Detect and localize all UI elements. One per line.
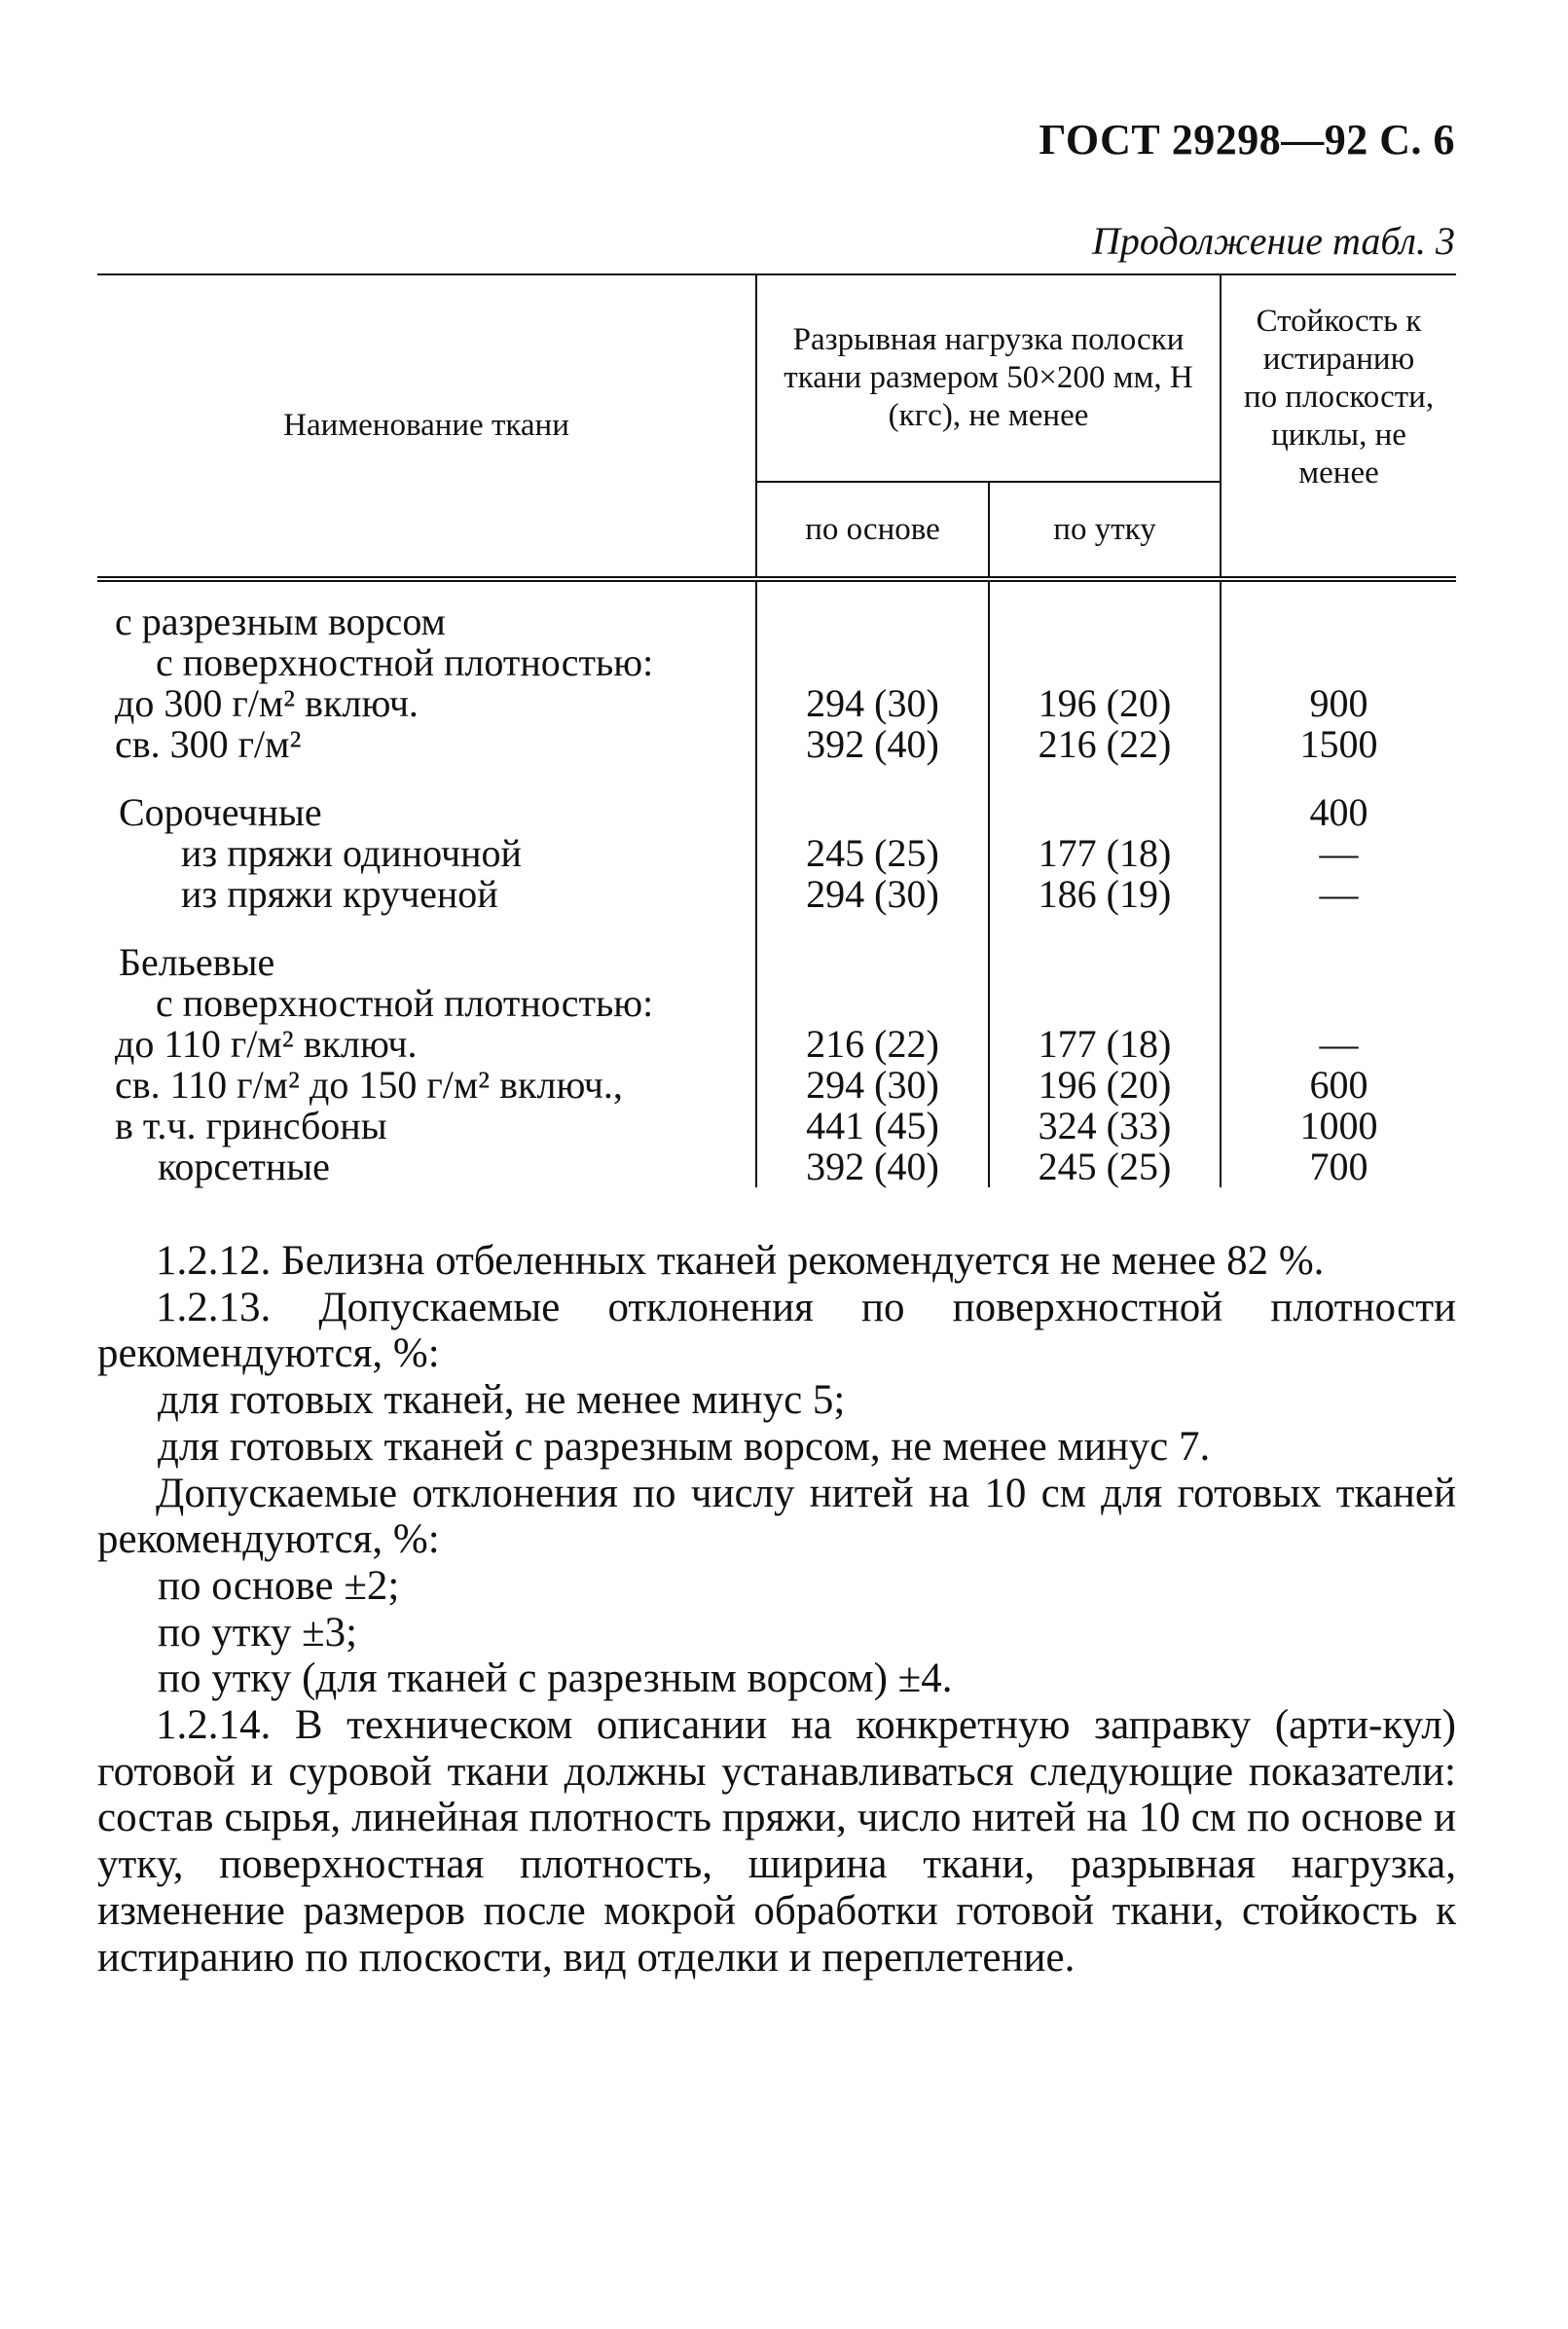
table-row: [97, 983, 1456, 1024]
table-row: [97, 642, 1456, 683]
abrasion-value: 1500: [1221, 724, 1456, 765]
fabric-name: из пряжи одиночной: [181, 831, 522, 875]
header-breaking-load-text: Разрывная нагрузка полоски ткани размером 50×200 мм, Н (кгс), не менее: [784, 322, 1193, 433]
fabric-name: корсетные: [158, 1145, 330, 1188]
weft-value: [989, 642, 1221, 683]
warp-value: 294 (30): [756, 683, 989, 724]
table-row: [97, 579, 1456, 642]
warp-value: [756, 983, 989, 1024]
weft-value: [989, 579, 1221, 642]
warp-value: [756, 942, 989, 983]
header-breaking-load: [756, 274, 1221, 482]
header-weft: по утку: [989, 482, 1221, 579]
warp-value: 392 (40): [756, 724, 989, 765]
warp-value: 216 (22): [756, 1024, 989, 1065]
abrasion-value: 900: [1221, 683, 1456, 724]
list-item: по основе ±2;: [158, 1562, 400, 1609]
weft-value: 196 (20): [989, 1065, 1221, 1106]
weft-value: [989, 983, 1221, 1024]
abrasion-value: 600: [1221, 1065, 1456, 1106]
abrasion-value: [1221, 942, 1456, 983]
list-item: для готовых тканей с разрезным ворсом, не менее минус 7.: [158, 1423, 1211, 1470]
abrasion-value: [1221, 983, 1456, 1024]
page-header: ГОСТ 29298—92 С. 6: [1039, 116, 1455, 164]
weft-value: 245 (25): [989, 1146, 1221, 1187]
warp-value: 245 (25): [756, 833, 989, 874]
warp-value: 294 (30): [756, 1065, 989, 1106]
warp-value: 392 (40): [756, 1146, 989, 1187]
fabric-name: с поверхностной плотностью:: [156, 981, 654, 1025]
fabric-name: из пряжи крученой: [181, 872, 498, 916]
abrasion-value: [1221, 579, 1456, 642]
table-row: [97, 724, 1456, 765]
fabric-name: до 300 г/м² включ.: [115, 681, 419, 725]
weft-value: [989, 792, 1221, 833]
list-item: по утку ±3;: [158, 1609, 358, 1656]
fabric-name: до 110 г/м² включ.: [115, 1022, 418, 1066]
abrasion-value: —: [1221, 1024, 1456, 1065]
header-abrasion: [1221, 274, 1456, 579]
table-row: [97, 1065, 1456, 1106]
table-row: [97, 792, 1456, 833]
table-spacer: [97, 765, 1456, 792]
abrasion-value: —: [1221, 874, 1456, 915]
warp-value: [756, 792, 989, 833]
abrasion-value: 700: [1221, 1146, 1456, 1187]
weft-value: 196 (20): [989, 683, 1221, 724]
fabric-name: в т.ч. гринсбоны: [115, 1104, 387, 1147]
header-abrasion-text: Стойкость к истиранию по плоскости, циклы, не менее: [1243, 304, 1435, 491]
weft-value: 216 (22): [989, 724, 1221, 765]
fabric-spec-table: [97, 273, 1456, 1187]
table-row: [97, 1106, 1456, 1146]
fabric-name: с поверхностной плотностью:: [156, 640, 654, 684]
warp-value: 294 (30): [756, 874, 989, 915]
table-row: [97, 1146, 1456, 1187]
warp-value: 441 (45): [756, 1106, 989, 1146]
header-fabric-name: Наименование ткани: [97, 274, 756, 579]
fabric-name: Сорочечные: [119, 790, 322, 834]
clause-1-2-12: 1.2.12. Белизна отбеленных тканей рекомендуется не менее 82 %.: [156, 1238, 1325, 1284]
weft-value: 177 (18): [989, 1024, 1221, 1065]
table-row: [97, 683, 1456, 724]
abrasion-value: [1221, 642, 1456, 683]
clause-1-2-13: 1.2.13. Допускаемые отклонения по поверхностной плотности рекомендуются, %:: [97, 1284, 1456, 1377]
fabric-name: св. 110 г/м² до 150 г/м² включ.,: [115, 1063, 623, 1107]
table-row: [97, 833, 1456, 874]
abrasion-value: 1000: [1221, 1106, 1456, 1146]
body-text: [97, 1238, 1456, 1981]
header-warp: по основе: [756, 482, 989, 579]
warp-value: [756, 642, 989, 683]
weft-value: 186 (19): [989, 874, 1221, 915]
weft-value: 324 (33): [989, 1106, 1221, 1146]
fabric-name: с разрезным ворсом: [115, 600, 446, 643]
paragraph: Допускаемые отклонения по числу нитей на 10 см для готовых тканей рекомендуются, %:: [97, 1470, 1456, 1563]
table-row: [97, 874, 1456, 915]
abrasion-value: 400: [1221, 792, 1456, 833]
weft-value: [989, 942, 1221, 983]
fabric-name: Бельевые: [119, 940, 275, 984]
table-row: [97, 1024, 1456, 1065]
table-caption: Продолжение табл. 3: [1091, 219, 1455, 263]
warp-value: [756, 579, 989, 642]
table-spacer: [97, 915, 1456, 942]
list-item: по утку (для тканей с разрезным ворсом) ±4.: [158, 1656, 953, 1702]
abrasion-value: —: [1221, 833, 1456, 874]
fabric-name: св. 300 г/м²: [115, 722, 302, 766]
weft-value: 177 (18): [989, 833, 1221, 874]
table-row: [97, 942, 1456, 983]
clause-1-2-14: 1.2.14. В техническом описании на конкретную заправку (арти-кул) готовой и суровой ткани должны устанавливаться следующие показатели: состав сырья, линейная плотность пряжи, число нитей на 10 см по основе и утку, поверхностная плотность, ширина ткани, разрывная нагрузка, изменение размеров после мокрой обработки готовой ткани, стойкость к истиранию по плоскости, вид отделки и переплетение.: [97, 1702, 1456, 1981]
list-item: для готовых тканей, не менее минус 5;: [158, 1377, 846, 1424]
